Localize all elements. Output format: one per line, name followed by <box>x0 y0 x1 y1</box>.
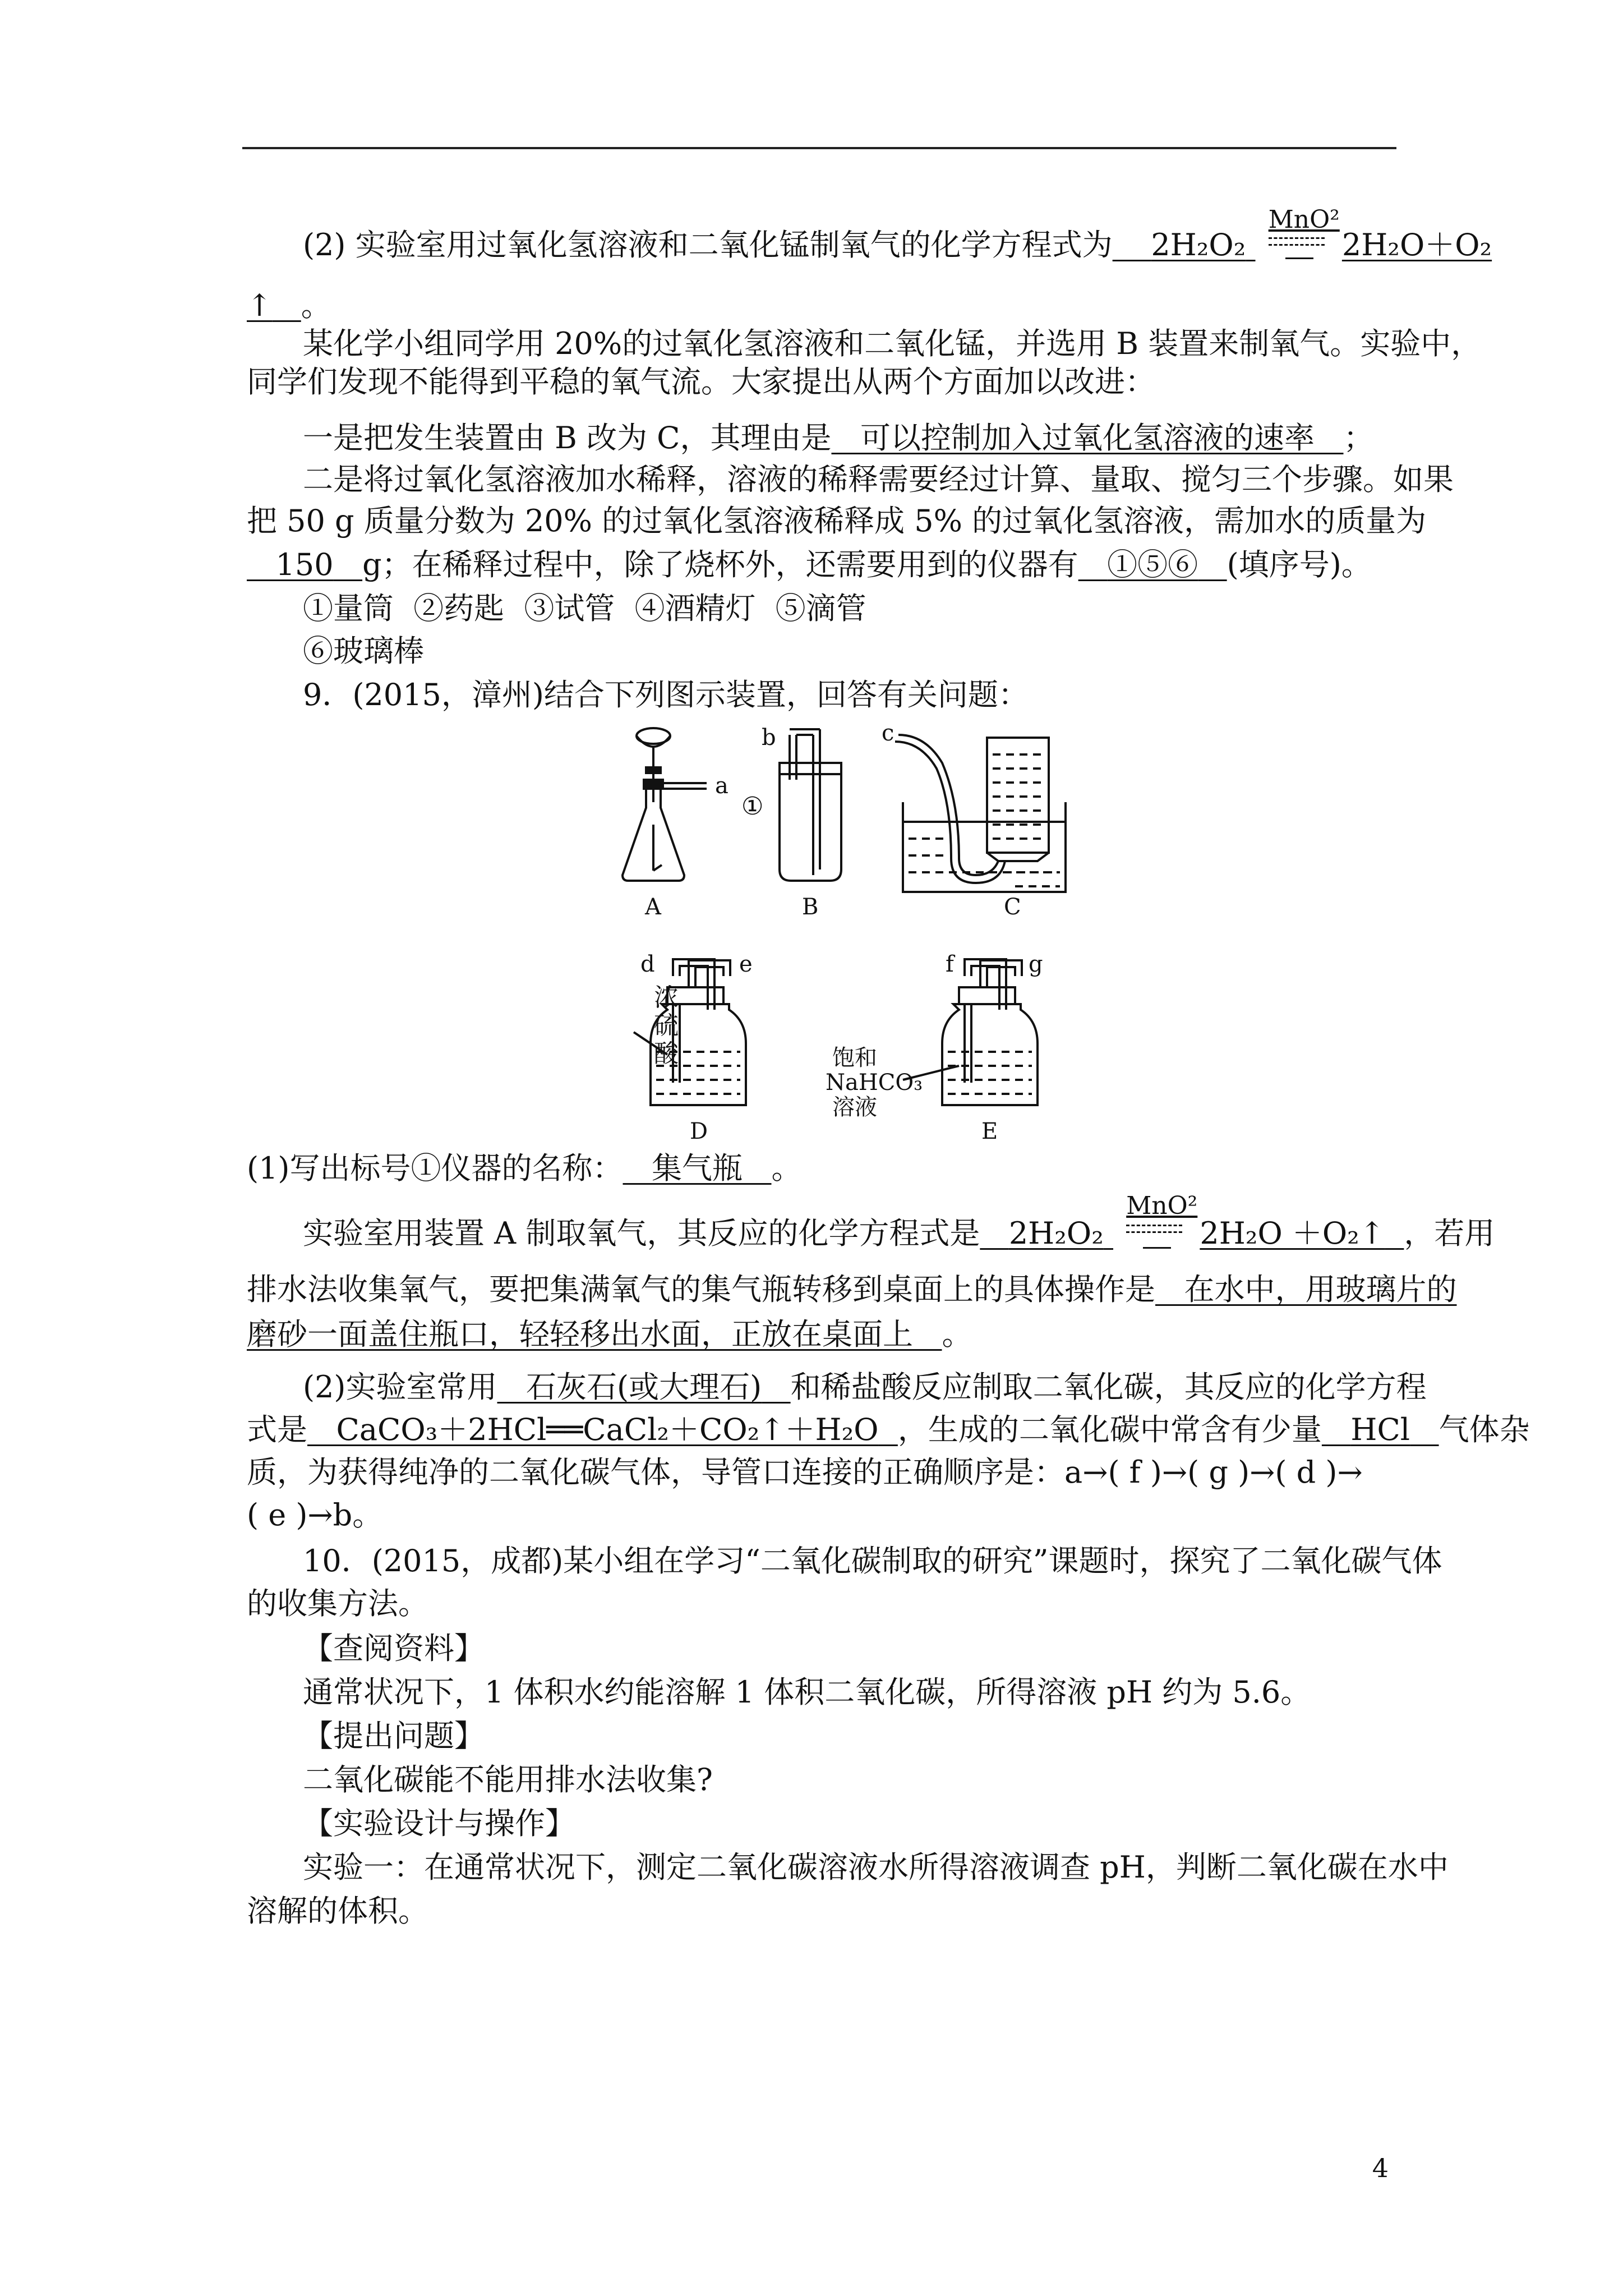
q8-answer-instruments: ①⑤⑥ <box>1107 547 1198 582</box>
q8-equation-blank <box>1113 227 1256 263</box>
q9-equation-line: 实验室用装置 A 制取氧气，其反应的化学方程式是 2H₂O₂ MnO² 2H₂O ＋O₂↑ ，若用 <box>303 1215 1495 1253</box>
apparatus-a <box>623 728 707 881</box>
q9-line-8: ( e )→b。 <box>247 1497 383 1533</box>
apparatus-b <box>780 729 841 881</box>
q9-answer-limestone: 石灰石(或大理石) <box>526 1369 762 1405</box>
q8-line-6: 二是将过氧化氢溶液加水稀释，溶液的稀释需要经过计算、量取、搅匀三个步骤。如果 <box>303 462 1454 497</box>
q9-line-4: 磨砂一面盖住瓶口，轻轻移出水面，正放在桌面上 。 <box>247 1317 972 1352</box>
q9-line-7: 质，为获得纯净的二氧化碳气体，导管口连接的正确顺序是：a→( f )→( g )→( d )→ <box>247 1455 1363 1490</box>
label-e: e <box>739 951 753 977</box>
label-a: a <box>715 773 728 799</box>
q10-question-text: 二氧化碳能不能用排水法收集? <box>303 1762 713 1797</box>
label-apparatus-c: C <box>1004 894 1021 920</box>
q8-line-3: 某化学小组同学用 20%的过氧化氢溶液和二氧化锰，并选用 B 装置来制氧气。实验中， <box>303 326 1482 361</box>
q8-catalyst-sign <box>1265 205 1340 264</box>
label-saturated-nahco3: 饱和 NaHCO₃ 溶液 <box>826 1045 923 1120</box>
apparatus-e <box>903 959 1038 1105</box>
label-apparatus-d: D <box>690 1119 708 1144</box>
q9-answer-operation-cont: 磨砂一面盖住瓶口，轻轻移出水面，正放在桌面上 <box>247 1317 913 1352</box>
q8-line-5: 一是把发生装置由 B 改为 C，其理由是 可以控制加入过氧化氢溶液的速率 ； <box>303 420 1374 455</box>
q9-equation-rhs: 2H₂O ＋O₂↑ <box>1200 1216 1385 1251</box>
gas-arrow-icon: ↑ <box>247 288 273 323</box>
q8-line-7: 把 50 g 质量分数为 20% 的过氧化氢溶液稀释成 5% 的过氧化氢溶液，需加水的质量为 <box>247 503 1427 539</box>
q9-line-6: 式是 CaCO₃＋2HCl══CaCl₂＋CO₂↑＋H₂O ，生成的二氧化碳中常含有少量 HCl 气体杂 <box>247 1412 1530 1447</box>
q10-heading-question: 【提出问题】 <box>303 1718 485 1754</box>
label-apparatus-b: B <box>802 894 819 920</box>
label-conc-sulfuric-acid: 浓 硫 酸 <box>654 983 679 1068</box>
q8-catalyst: MnO² <box>1268 205 1340 234</box>
q8-equation-line <box>303 205 1492 264</box>
label-c: c <box>882 720 895 746</box>
q8-line-4: 同学们发现不能得到平稳的氧气流。大家提出从两个方面加以改进： <box>247 364 1155 399</box>
q10-research-text: 通常状况下，1 体积水约能溶解 1 体积二氧化碳，所得溶液 pH 约为 5.6。 <box>303 1674 1311 1710</box>
q8-equation-rhs: 2H₂O＋O₂ <box>1341 227 1492 263</box>
q9-answer-hcl: HCl <box>1350 1412 1410 1447</box>
q9-catalyst: MnO² <box>1126 1191 1198 1220</box>
q8-text: (2) 实验室用过氧化氢溶液和二氧化锰制氧气的化学方程式为 <box>303 227 1113 263</box>
q9-answer-operation: 在水中，用玻璃片的 <box>1184 1272 1457 1307</box>
label-d: d <box>640 951 655 977</box>
label-circled-one: ① <box>741 792 764 821</box>
page-number: 4 <box>1372 2153 1389 2183</box>
apparatus-figure-abc <box>611 720 1071 920</box>
q9-stem: 9．(2015，漳州)结合下列图示装置，回答有关问题： <box>303 677 1029 712</box>
apparatus-d <box>634 959 746 1105</box>
label-f: f <box>946 951 954 977</box>
label-apparatus-a: A <box>645 894 661 920</box>
q8-equation-lhs: 2H₂O₂ <box>1151 227 1246 263</box>
q8-options: ①量筒 ②药匙 ③试管 ④酒精灯 ⑤滴管 <box>303 591 866 626</box>
q10-design-text-cont: 溶解的体积。 <box>247 1893 428 1929</box>
q9-answer-bottle: 集气瓶 <box>652 1151 743 1186</box>
q9-line-3: 排水法收集氧气，要把集满氧气的集气瓶转移到桌面上的具体操作是 在水中，用玻璃片的 <box>247 1272 1457 1307</box>
q9-part1: (1)写出标号①仪器的名称： 集气瓶 。 <box>247 1151 802 1186</box>
q10-stem: 10．(2015，成都)某小组在学习“二氧化碳制取的研究”课题时，探究了二氧化碳气体 <box>303 1543 1442 1579</box>
q10-design-text: 实验一：在通常状况下，测定二氧化碳溶液水所得溶液调查 pH，判断二氧化碳在水中 <box>303 1849 1449 1885</box>
q8-answer-water: 150 <box>275 547 334 582</box>
q10-stem-cont: 的收集方法。 <box>247 1586 428 1621</box>
q10-heading-design: 【实验设计与操作】 <box>303 1806 575 1841</box>
header-rule <box>242 147 1396 149</box>
q9-catalyst-sign <box>1123 1191 1198 1253</box>
q8-answer-reason: 可以控制加入过氧化氢溶液的速率 <box>860 420 1315 455</box>
q8-line-2: ↑ 。 <box>247 288 331 323</box>
label-b: b <box>762 725 776 751</box>
q9-equation-lhs: 2H₂O₂ <box>1008 1216 1104 1251</box>
label-g: g <box>1029 951 1043 977</box>
q8-arrow-blank <box>247 288 301 323</box>
label-apparatus-e: E <box>981 1119 998 1144</box>
q9-part2: (2)实验室常用 石灰石(或大理石) 和稀盐酸反应制取二氧化碳，其反应的化学方程 <box>303 1369 1427 1405</box>
q8-option-6: ⑥玻璃棒 <box>303 633 424 669</box>
apparatus-c <box>895 735 1066 892</box>
q10-heading-research: 【查阅资料】 <box>303 1631 485 1666</box>
q8-line-8: 150 g；在稀释过程中，除了烧杯外，还需要用到的仪器有 ①⑤⑥ (填序号)。 <box>247 546 1372 583</box>
q9-answer-co2-equation: CaCO₃＋2HCl══CaCl₂＋CO₂↑＋H₂O <box>336 1412 879 1447</box>
